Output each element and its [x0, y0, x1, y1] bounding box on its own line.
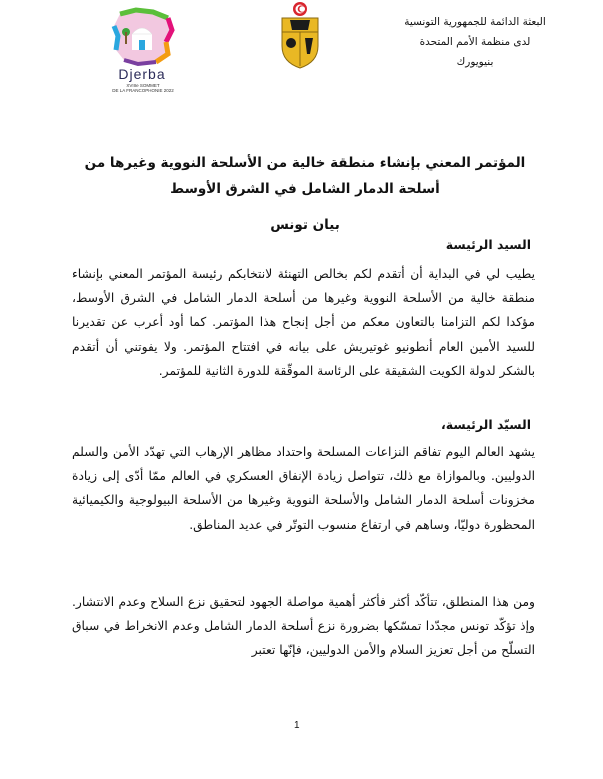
mission-header: [390, 12, 560, 72]
logo-subtitle-line: XVIIIe SOMMET: [126, 83, 160, 88]
logo-subtitle-line: DE LA FRANCOPHONIE 2022: [112, 88, 174, 93]
paragraph: ومن هذا المنطلق، تتأكّد أكثر فأكثر أهمية مواصلة الجهود لتحقيق نزع السلاح وعدم الانتشار. وإذ تؤكّد تونس مجدّدا تمسّكها بضرورة نزع أسلحة الدمار الشامل وعدم الانخراط في سباق التسلّح من أجل تعزيز السلام والأمن الدوليين، فإنّها تعتبر: [72, 595, 535, 658]
salutation: السيد الرئيسة: [445, 237, 531, 252]
mission-line: لدى منظمة الأمم المتحدة: [419, 36, 531, 48]
tunisia-coat-of-arms-icon: [272, 0, 328, 70]
document-title: المؤتمر المعني بإنشاء منطقة خالية من الأسلحة النووية وغيرها من أسلحة الدمار الشامل في الشرق الأوسط: [84, 155, 526, 197]
page-number: 1: [294, 720, 300, 731]
paragraph: يطيب لي في البداية أن أتقدم لكم بخالص التهنئة لانتخابكم رئيسة المؤتمر المعني بإنشاء منطقة خالية من الأسلحة النووية وغيرها من أسلحة الدمار الشامل في الشرق الأوسط، مؤكدا لكم التزامنا بالتعاون معكم من أجل إنجاح هذا المؤتمر. كما أود أعرب عن تقديرنا للسيد الأمين العام أنطونيو غوتيريش على بيانه في افتتاح المؤتمر. ولا يفوتني أن أتقدم بالشكر لدولة الكويت الشقيقة على الرئاسة الموقّقة للدورة الثانية للمؤتمر.: [72, 267, 535, 378]
document-subtitle: بيان تونس: [270, 217, 340, 233]
mission-line: البعثة الدائمة للجمهورية التونسية: [404, 16, 546, 28]
paragraph: يشهد العالم اليوم تفاقم النزاعات المسلحة واحتداد مظاهر الإرهاب التي تهدّد الأمن والسلم الدوليين. وبالموازاة مع ذلك، تتواصل زيادة الإنفاق العسكري في العالم ممّا أدّى إلى زيادة مخزونات أسلحة الدمار الشامل والأسلحة النووية وغيرها من الأسلحة البيولوجية والكيميائية المحظورة دوليّا، وساهم في ارتفاع منسوب التوتّر في عديد المناطق.: [72, 445, 535, 532]
logo-wordmark: Djerba: [118, 66, 166, 82]
logo-subtitle: [104, 83, 182, 93]
salutation: السيّد الرئيسة،: [441, 417, 531, 432]
mission-line: بنيويورك: [456, 56, 494, 68]
